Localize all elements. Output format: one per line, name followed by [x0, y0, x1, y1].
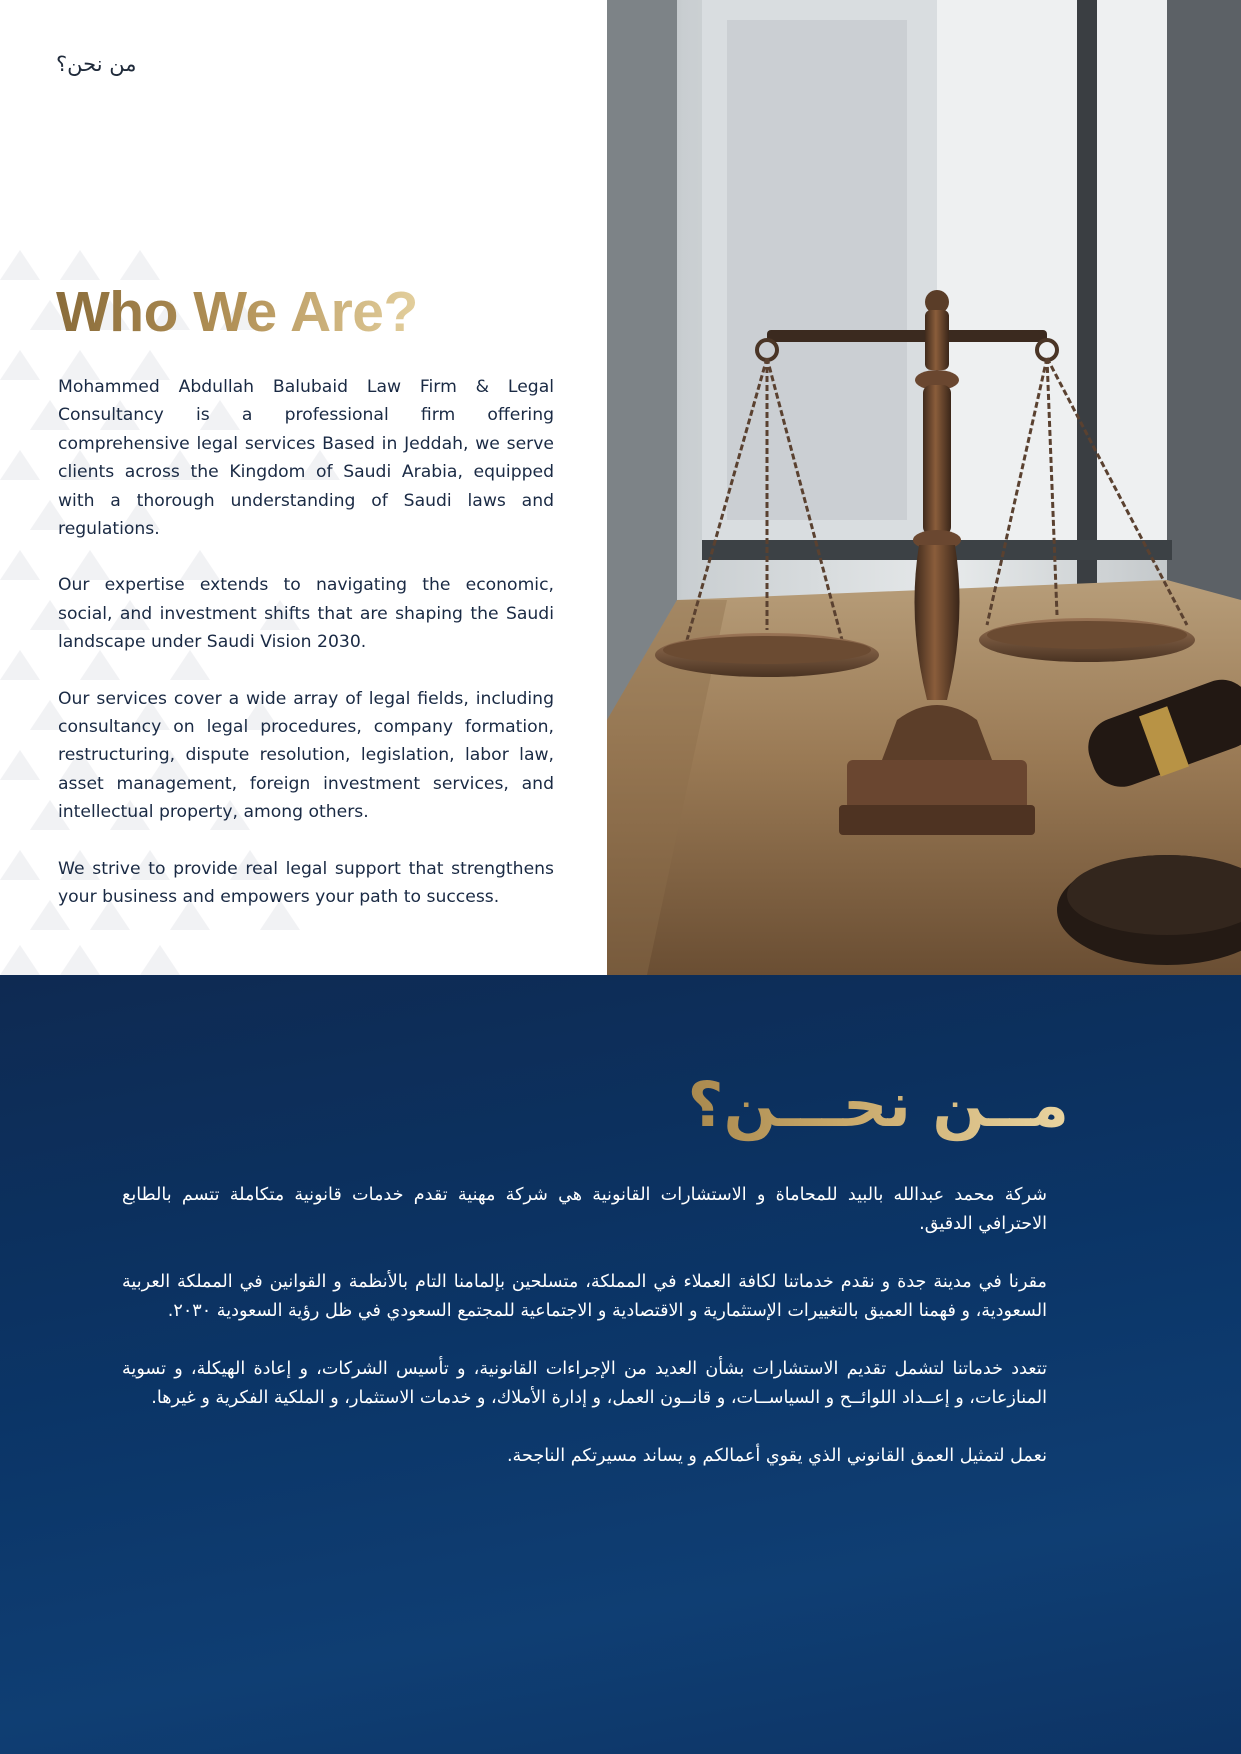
english-paragraph: Our expertise extends to navigating the economic, social, and investment shifts that are shaping the Saudi landscape under Saudi Vision 2030. — [58, 575, 554, 653]
arabic-paragraph: تتعدد خدماتنا لتشمل تقديم الاستشارات بشأن العديد من الإجراءات القانونية، و تأسيس الشركات، و إعادة الهيكلة، و تسوية المنازعات، و إعــداد اللوائــح و السياســات، و قانــون العمل، و إدارة الأملاك، و خدمات الاستثمار، و الملكية الفكرية و غيرها. — [122, 1359, 1047, 1408]
english-body — [58, 373, 554, 940]
page-title-english: Who We Are? — [56, 276, 418, 348]
english-paragraph: We strive to provide real legal support that strengthens your business and empowers your path to success. — [58, 858, 554, 908]
arabic-paragraph: مقرنا في مدينة جدة و نقدم خدماتنا لكافة العملاء في المملكة، متسلحين بإلمامنا التام بالأنظمة و القوانين في المملكة العربية السعودية، و فهمنا العميق بالتغييرات الإستثمارية و الاقتصادية و الاجتماعية للمجتمع السعودي في ظل رؤية السعودية ٢٠٣٠. — [122, 1272, 1047, 1321]
arabic-paragraph: نعمل لتمثيل العمق القانوني الذي يقوي أعمالكم و يساند مسيرتكم الناجحة. — [506, 1446, 1047, 1466]
page-title-arabic: مــن نحـــن؟ — [688, 1065, 1069, 1145]
english-paragraph: Our services cover a wide array of legal fields, including consultancy on legal procedures, company formation, restructuring, dispute resolution, legislation, labor law, asset management, foreign investment services, and intellectual property, among others. — [58, 688, 554, 823]
page-header-label: من نحن؟ — [56, 52, 137, 76]
scales-of-justice-photo — [607, 0, 1241, 975]
arabic-paragraph: شركة محمد عبدالله بالبيد للمحاماة و الاستشارات القانونية هي شركة مهنية تقدم خدمات قانونية متكاملة تتسم بالطابع الاحترافي الدقيق. — [122, 1185, 1047, 1234]
english-paragraph: Mohammed Abdullah Balubaid Law Firm & Legal Consultancy is a professional firm offering comprehensive legal services Based in Jeddah, we serve clients across the Kingdom of Saudi Arabia, equipped with a thorough understanding of Saudi laws and regulations. — [58, 377, 554, 540]
arabic-body — [122, 1181, 1047, 1501]
arabic-section — [0, 975, 1241, 1754]
